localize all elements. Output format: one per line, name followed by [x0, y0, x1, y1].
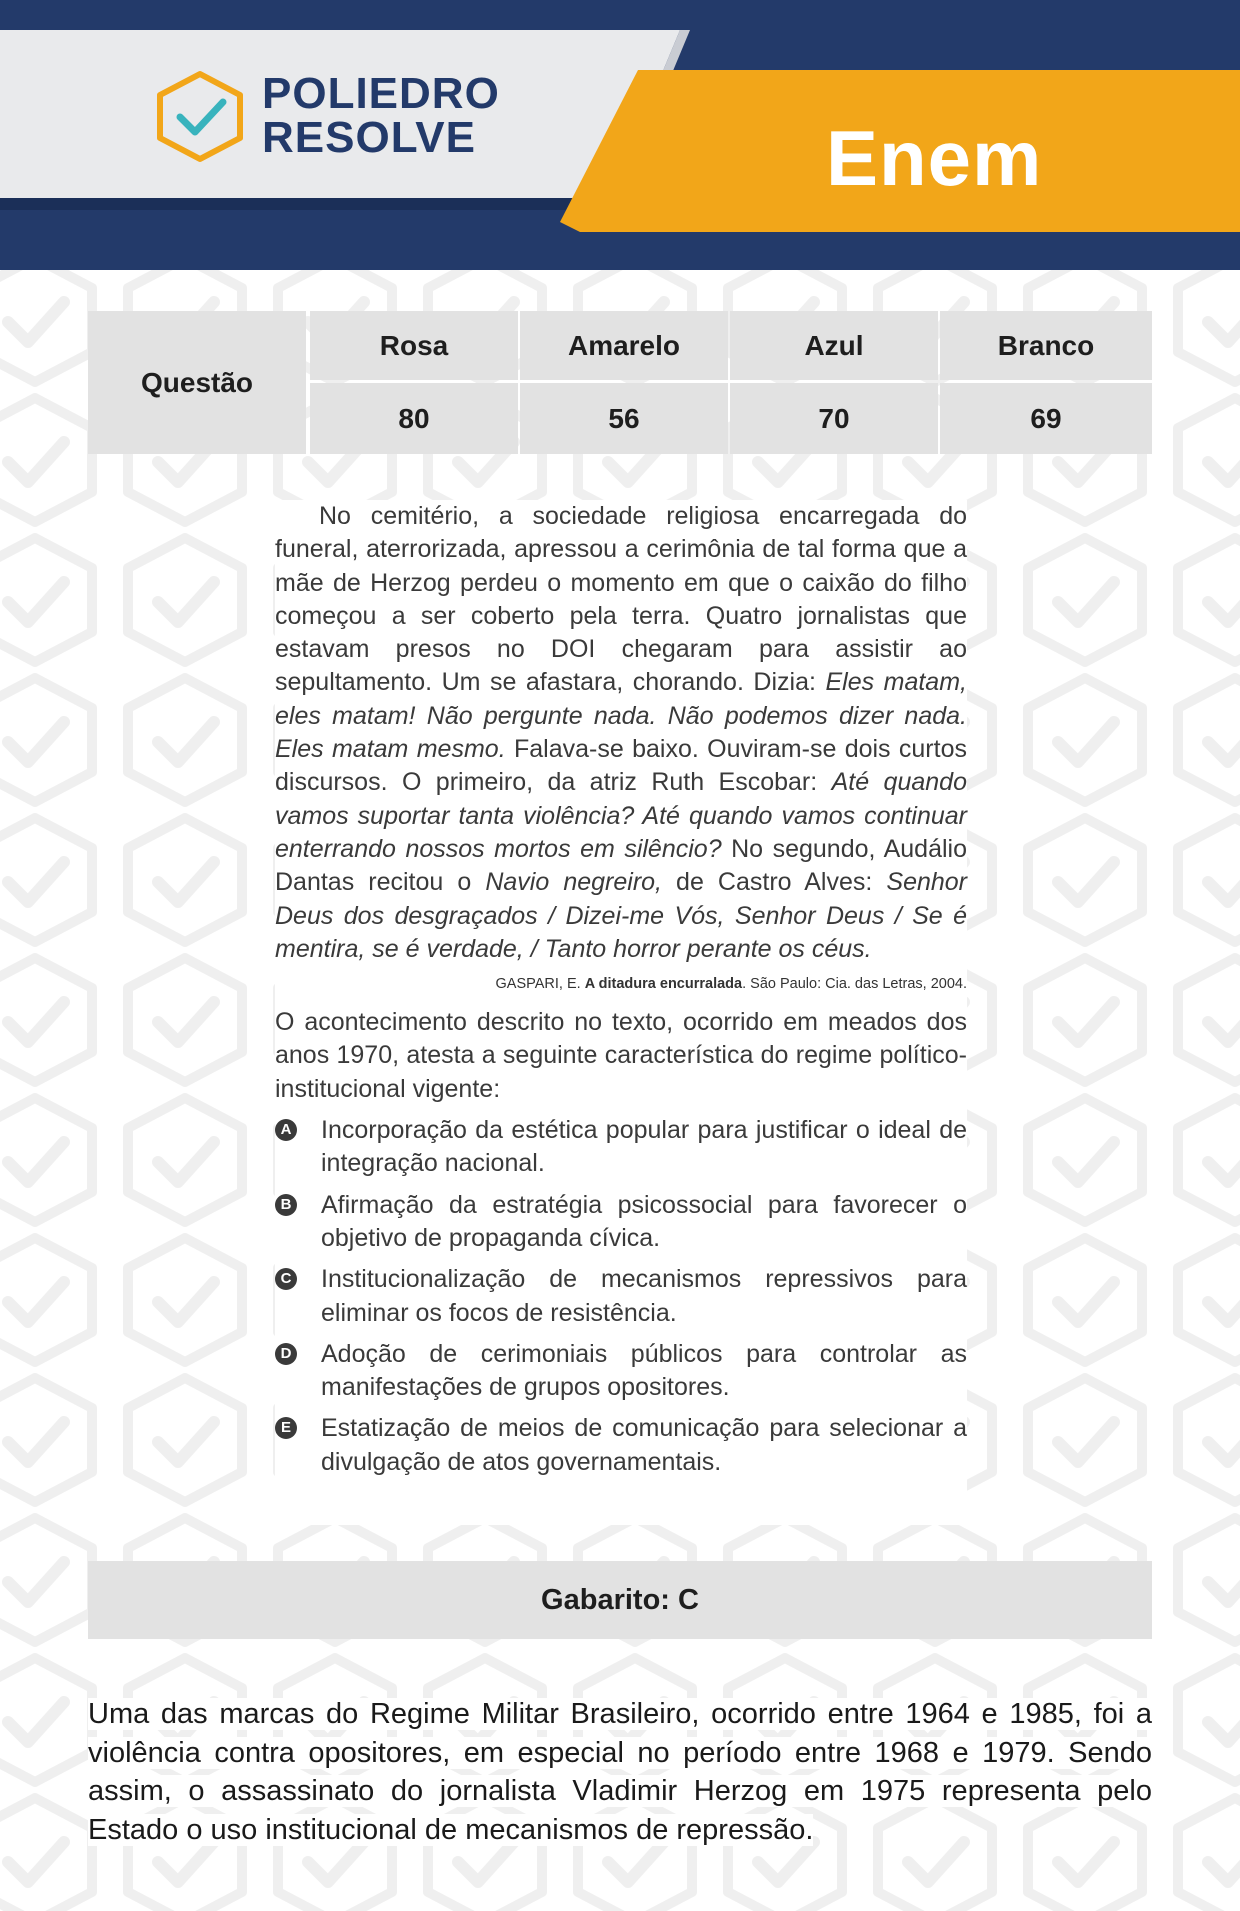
header-background: [0, 0, 1240, 270]
column-header-amarelo: Amarelo: [520, 311, 728, 380]
support-text-quote-4: Senhor Deus dos desgraçados / Dizei-me Vós, Senhor Deus / Se é mentira, se é verdade, / Tanto horror perante os céus.: [275, 868, 968, 963]
alternative-text-a: Incorporação da estética popular para justificar o ideal de integração nacional.: [321, 1116, 967, 1178]
alternative-letter-a: A: [275, 1119, 297, 1141]
source-title: A ditadura encurralada: [584, 976, 743, 993]
source-publisher: . São Paulo: Cia. das Letras, 2004.: [742, 976, 967, 993]
support-text-part-3: No segundo, Audálio Dantas recitou o: [275, 834, 968, 897]
support-text-quote-1: Eles matam, eles matam! Não pergunte nada. Não podemos dizer nada. Eles matam mesmo.: [275, 668, 967, 764]
column-header-branco: Branco: [940, 311, 1152, 380]
answer-explanation: [88, 1695, 1152, 1849]
alternative-b: [275, 1189, 967, 1256]
exam-title: Enem: [826, 114, 1043, 202]
alternative-letter-b: B: [275, 1194, 297, 1216]
column-header-azul: Azul: [730, 311, 938, 380]
question-content: [275, 500, 967, 1525]
alternative-c: [275, 1263, 967, 1330]
brand-line-2: RESOLVE: [262, 113, 477, 162]
support-text-part-4: de Castro Alves:: [662, 868, 887, 897]
question-table: [88, 311, 1152, 454]
alternative-letter-d: D: [275, 1343, 297, 1365]
support-text-part-2: Falava-se baixo. Ouviram-se dois curtos discursos. O primeiro, da atriz Ruth Escobar:: [275, 735, 967, 797]
value-branco: 69: [940, 383, 1152, 454]
column-header-rosa: Rosa: [310, 311, 518, 380]
explanation-text: Uma das marcas do Regime Militar Brasileiro, ocorrido entre 1964 e 1985, foi a violência contra opositores, em especial no período entre 1968 e 1979. Sendo assim, o assassinato do jornalista Vladimir Herzog em 1975 representa pelo Estado o uso institucional de mecanismos de repressão.: [88, 1698, 1152, 1846]
alternative-letter-e: E: [275, 1417, 297, 1439]
support-text-part-1: No cemitério, a sociedade religiosa encarregada do funeral, aterrorizada, apressou a cerimônia de tal forma que a mãe de Herzog perdeu o momento em que o caixão do filho começou a ser coberto pela terra. Quatro jornalistas que estavam presos no DOI chegaram para assistir ao sepultamento. Um se afastara, chorando. Dizia:: [275, 502, 967, 697]
support-text: [275, 500, 967, 966]
question-stem: O acontecimento descrito no texto, ocorrido em meados dos anos 1970, atesta a seguinte característica do regime político-institucional vigente:: [275, 1008, 967, 1103]
brand-line-1: POLIEDRO: [262, 69, 500, 118]
brand-logo-text: [262, 69, 500, 162]
alternative-letter-c: C: [275, 1268, 297, 1290]
source-citation: [275, 974, 967, 994]
support-text-quote-3: Navio negreiro,: [485, 868, 662, 897]
answer-key-bar: Gabarito: C: [88, 1561, 1152, 1639]
alternative-d: [275, 1338, 967, 1405]
alternative-e: [275, 1412, 967, 1479]
value-rosa: 80: [310, 383, 518, 454]
alternative-text-c: Institucionalização de mecanismos repressivos para eliminar os focos de resistência.: [321, 1265, 967, 1327]
alternative-text-d: Adoção de cerimoniais públicos para controlar as manifestações de grupos opositores.: [321, 1339, 967, 1402]
header-banner: [0, 0, 1240, 270]
alternative-text-b: Afirmação da estratégia psicossocial para favorecer o objetivo de propaganda cívica.: [321, 1190, 967, 1252]
alternative-text-e: Estatização de meios de comunicação para selecionar a divulgação de atos governamentais.: [321, 1414, 967, 1476]
value-azul: 70: [730, 383, 938, 454]
alternative-a: [275, 1114, 967, 1181]
table-row-header: Questão: [88, 311, 306, 454]
value-amarelo: 56: [520, 383, 728, 454]
source-author: GASPARI, E.: [495, 976, 585, 993]
support-text-quote-2: Até quando vamos suportar tanta violência? Até quando vamos continuar enterrando nossos mortos em silêncio?: [275, 768, 967, 863]
